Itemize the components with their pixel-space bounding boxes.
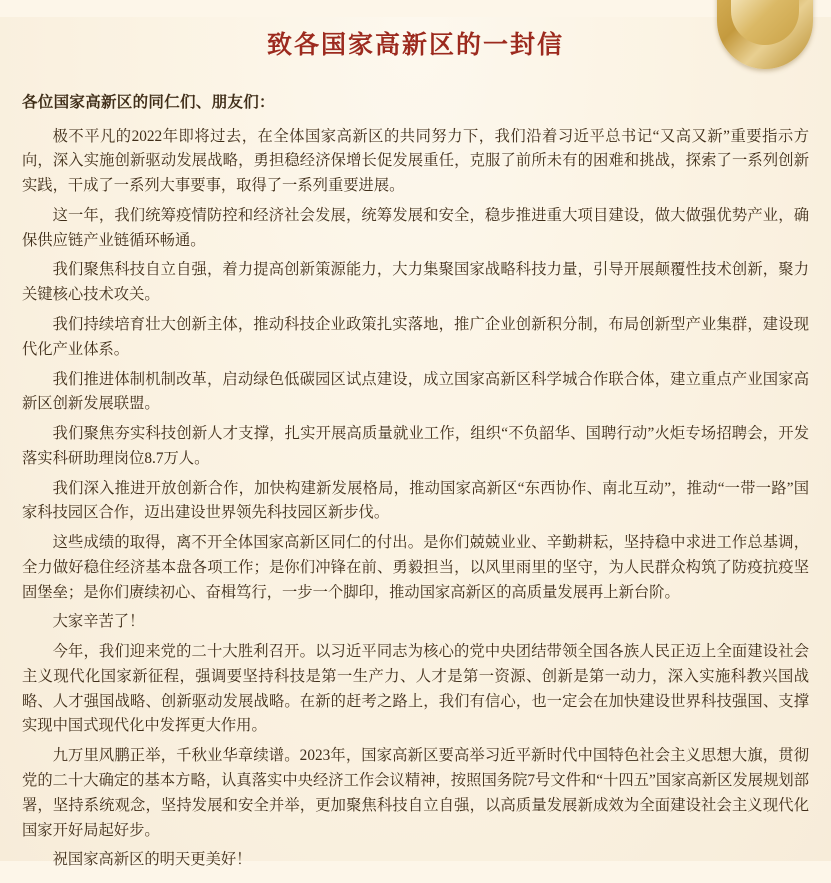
letter-page <box>0 17 831 861</box>
paragraph: 今年，我们迎来党的二十大胜利召开。以习近平同志为核心的党中央团结带领全国各族人民正迈上全面建设社会主义现代化国家新征程，强调要坚持科技是第一生产力、人才是第一资源、创新是第一动力，深入实施科教兴国战略、人才强国战略、创新驱动发展战略。在新的赶考之路上，我们有信心，也一定会在加快建设世界科技强国、支撑实现中国式现代化中发挥更大作用。 <box>22 640 809 739</box>
paragraph: 极不平凡的2022年即将过去，在全体国家高新区的共同努力下，我们沿着习近平总书记“又高又新”重要指示方向，深入实施创新驱动发展战略，勇担稳经济保增长促发展重任，克服了前所未有的困难和挑战，探索了一系列创新实践，干成了一系列大事要事，取得了一系列重要进展。 <box>22 125 809 199</box>
paragraph: 我们深入推进开放创新合作，加快构建新发展格局，推动国家高新区“东西协作、南北互动”，推动“一带一路”国家科技园区合作，迈出建设世界领先科技园区新步伐。 <box>22 477 809 527</box>
paragraph: 我们持续培育壮大创新主体，推动科技企业政策扎实落地，推广企业创新积分制，布局创新型产业集群，建设现代化产业体系。 <box>22 313 809 363</box>
paragraph: 这一年，我们统筹疫情防控和经济社会发展，统筹发展和安全，稳步推进重大项目建设，做大做强优势产业，确保供应链产业链循环畅通。 <box>22 204 809 254</box>
letter-body <box>0 90 831 883</box>
closing-line: 祝国家高新区的明天更美好！ <box>22 848 809 873</box>
paragraph: 九万里风鹏正举，千秋业华章续谱。2023年，国家高新区要高举习近平新时代中国特色社会主义思想大旗，贯彻党的二十大确定的基本方略，认真落实中央经济工作会议精神，按照国务院7号文件和“十四五”国家高新区发展规划部署，坚持系统观念，坚持发展和安全并举，更加聚焦科技自立自强，以高质量发展新成效为全面建设社会主义现代化国家开好局起好步。 <box>22 744 809 843</box>
page-title: 致各国家高新区的一封信 <box>0 17 831 73</box>
paragraph: 我们聚焦科技自立自强，着力提高创新策源能力，大力集聚国家战略科技力量，引导开展颠覆性技术创新，聚力关键核心技术攻关。 <box>22 258 809 308</box>
salutation: 各位国家高新区的同仁们、朋友们： <box>22 90 809 115</box>
paragraph: 我们推进体制机制改革，启动绿色低碳园区试点建设，成立国家高新区科学城合作联合体，建立重点产业国家高新区创新发展联盟。 <box>22 368 809 418</box>
paragraph: 大家辛苦了！ <box>22 610 809 635</box>
paragraph: 这些成绩的取得，离不开全体国家高新区同仁的付出。是你们兢兢业业、辛勤耕耘，坚持稳中求进工作总基调，全力做好稳住经济基本盘各项工作；是你们冲锋在前、勇毅担当，以风里雨里的坚守，为人民群众构筑了防疫抗疫坚固堡垒；是你们赓续初心、奋楫笃行，一步一个脚印，推动国家高新区的高质量发展再上新台阶。 <box>22 531 809 605</box>
paragraph: 我们聚焦夯实科技创新人才支撑，扎实开展高质量就业工作，组织“不负韶华、国聘行动”火炬专场招聘会，开发落实科研助理岗位8.7万人。 <box>22 422 809 472</box>
